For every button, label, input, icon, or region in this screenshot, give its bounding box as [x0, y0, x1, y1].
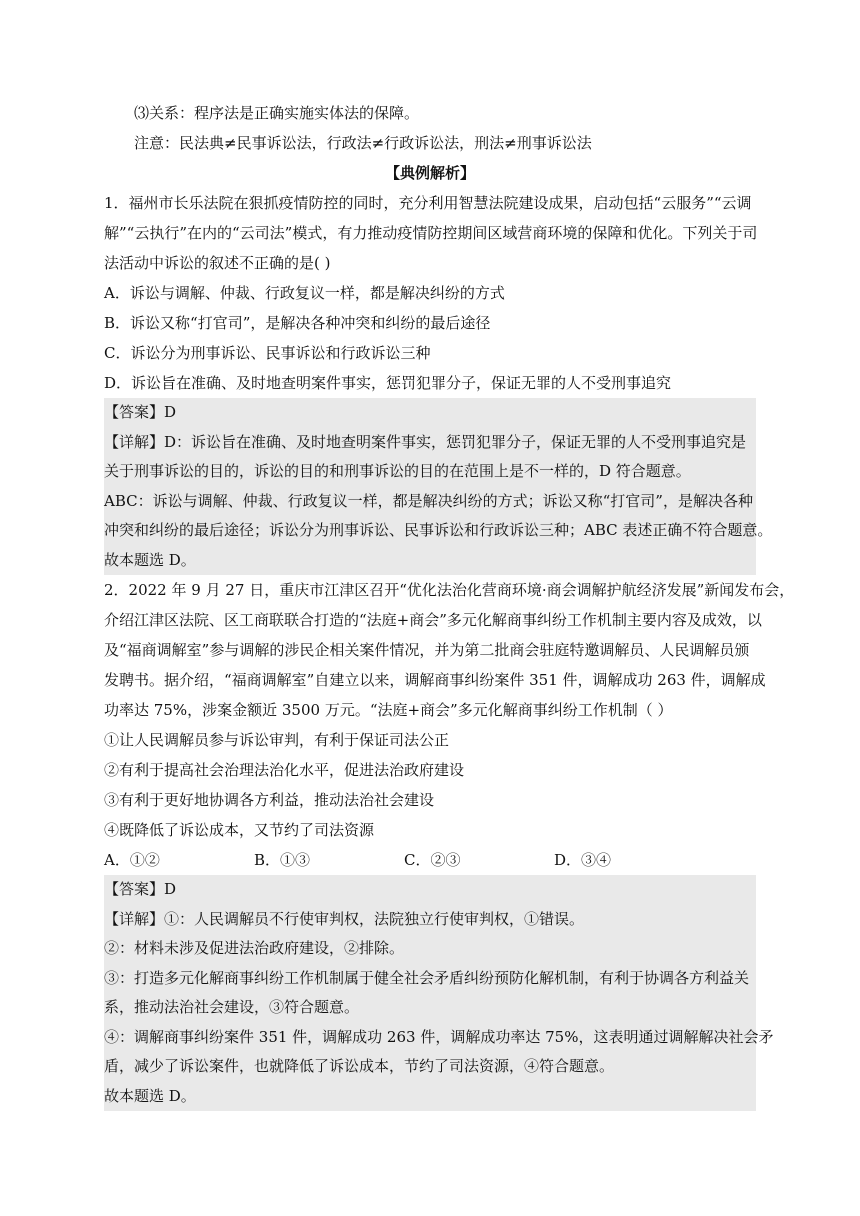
q1-option-d: D．诉讼旨在准确、及时地查明案件事实，惩罚犯罪分子，保证无罪的人不受刑事追究	[104, 374, 672, 392]
q2-statement-4: ④既降低了诉讼成本，又节约了司法资源	[104, 821, 375, 839]
q2-detail-line: 盾，减少了诉讼案件，也就降低了诉讼成本，节约了司法资源，④符合题意。	[104, 1057, 615, 1075]
q2-option-c: C．②③	[404, 851, 461, 869]
q2-statement-2: ②有利于提高社会治理法治化水平，促进法治政府建设	[104, 761, 465, 779]
q2-detail-line: ②：材料未涉及促进法治政府建设，②排除。	[104, 939, 405, 957]
q2-stem-line: 介绍江津区法院、区工商联联合打造的“法庭+商会”多元化解商事纠纷工作机制主要内容及成效，以	[104, 611, 762, 629]
q1-option-b: B．诉讼又称“打官司”，是解决各种冲突和纠纷的最后途径	[104, 314, 491, 332]
question-1	[104, 188, 756, 398]
q2-option-a: A．①②	[104, 851, 160, 869]
q1-detail-line: 关于刑事诉讼的目的，诉讼的目的和刑事诉讼的目的在范围上是不一样的，D 符合题意。	[104, 462, 691, 480]
q1-detail-line: ABC：诉讼与调解、仲裁、行政复议一样，都是解决纠纷的方式；诉讼又称“打官司”，是解决各种	[104, 491, 753, 510]
q2-option-d: D．③④	[554, 851, 612, 869]
section-title: 【典例解析】	[384, 164, 475, 182]
q2-answer-box	[104, 875, 774, 1111]
q2-detail-line: 【详解】①：人民调解员不行使审判权，法院独立行使审判权，①错误。	[104, 909, 585, 928]
q2-stem-line: 及“福商调解室”参与调解的涉民企相关案件情况，并为第二批商会驻庭特邀调解员、人民调解员颁	[104, 641, 750, 659]
question-2	[104, 575, 795, 875]
q2-options-row	[104, 845, 756, 875]
q1-detail-line: 冲突和纠纷的最后途径；诉讼分为刑事诉讼、民事诉讼和行政诉讼三种；ABC 表述正确不符合题意。	[104, 521, 773, 539]
q1-stem-line: 解”“云执行”在内的“云司法”模式，有力推动疫情防控期间区域营商环境的保障和优化。下列关于司	[104, 224, 758, 242]
q1-detail-line: 故本题选 D。	[104, 550, 196, 569]
q2-detail-line: ③：打造多元化解商事纠纷工作机制属于健全社会矛盾纠纷预防化解机制，有利于协调各方利益关	[104, 968, 750, 987]
q1-answer-box	[104, 398, 773, 575]
q1-option-c: C．诉讼分为刑事诉讼、民事诉讼和行政诉讼三种	[104, 344, 431, 362]
q1-answer: 【答案】D	[104, 403, 177, 421]
q2-statement-3: ③有利于更好地协调各方利益，推动法治社会建设	[104, 791, 435, 809]
q2-stem-line: 功率达 75%，涉案金额近 3500 万元。“法庭+商会”多元化解商事纠纷工作机制（ ）	[104, 701, 673, 719]
q2-detail-line: 系，推动法治社会建设，③符合题意。	[104, 998, 360, 1016]
relation-line: ⑶关系：程序法是正确实施实体法的保障。	[134, 104, 420, 122]
q2-stem-line: 2．2022 年 9 月 27 日，重庆市江津区召开“优化法治化营商环境·商会调解护航经济发展”新闻发布会，	[104, 581, 795, 599]
q2-detail-line: ④：调解商事纠纷案件 351 件，调解成功 263 件，调解成功率达 75%，这表明通过调解解决社会矛	[104, 1027, 774, 1046]
q1-stem-line: 1．福州市长乐法院在狠抓疫情防控的同时，充分利用智慧法院建设成果，启动包括“云服务”“云调	[104, 194, 752, 212]
q2-detail-line: 故本题选 D。	[104, 1086, 196, 1105]
q2-answer: 【答案】D	[104, 880, 177, 898]
note-line: 注意：民法典≠民事诉讼法，行政法≠行政诉讼法，刑法≠刑事诉讼法	[134, 134, 592, 152]
q2-stem-line: 发聘书。据介绍，“福商调解室”自建立以来，调解商事纠纷案件 351 件，调解成功 263 件，调解成	[104, 671, 766, 689]
q2-option-b: B．①③	[254, 851, 311, 869]
page-content	[104, 98, 795, 1111]
q1-stem-line: 法活动中诉讼的叙述不正确的是( )	[104, 254, 331, 272]
q1-option-a: A．诉讼与调解、仲裁、行政复议一样，都是解决纠纷的方式	[104, 284, 505, 302]
q2-statement-1: ①让人民调解员参与诉讼审判，有利于保证司法公正	[104, 731, 450, 749]
q1-detail-line: 【详解】D：诉讼旨在准确、及时地查明案件事实，惩罚犯罪分子，保证无罪的人不受刑事追究是	[104, 432, 747, 451]
